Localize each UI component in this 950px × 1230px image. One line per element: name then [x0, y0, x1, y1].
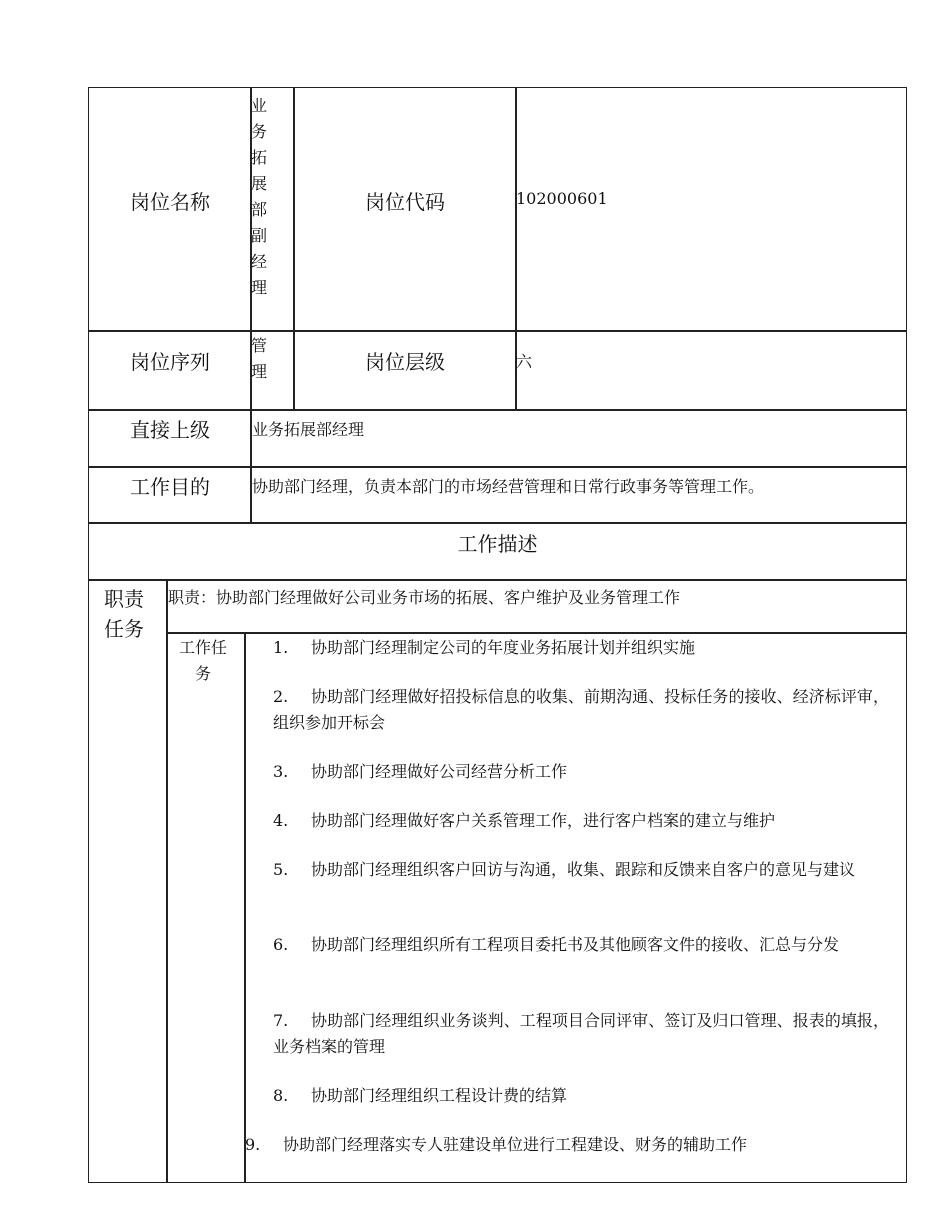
- position-level-value: 六: [516, 352, 533, 371]
- task-item: 4. 协助部门经理做好客户关系管理工作，进行客户档案的建立与维护: [273, 811, 776, 830]
- position-name-value: 业务拓展部副经理: [251, 96, 268, 297]
- task-item: 3. 协助部门经理做好公司经营分析工作: [273, 762, 568, 781]
- task-item: 1. 协助部门经理制定公司的年度业务拓展计划并组织实施: [273, 638, 696, 657]
- row-divider: [88, 409, 907, 411]
- task-item: 9. 协助部门经理落实专人驻建设单位进行工程建设、财务的辅助工作: [245, 1135, 748, 1154]
- position-code-value: 102000601: [516, 189, 608, 208]
- position-level-label: 岗位层级: [365, 350, 445, 374]
- position-series-label: 岗位序列: [130, 350, 210, 374]
- position-name-label: 岗位名称: [130, 190, 210, 214]
- column-divider: [166, 579, 168, 1183]
- purpose-label: 工作目的: [130, 475, 210, 499]
- row-divider: [88, 466, 907, 468]
- position-code-label: 岗位代码: [365, 190, 445, 214]
- task-item: 5. 协助部门经理组织客户回访与沟通，收集、跟踪和反馈来自客户的意见与建议: [273, 860, 856, 879]
- row-divider: [166, 632, 907, 634]
- duty-label: 职责任务: [104, 587, 144, 641]
- column-divider: [244, 632, 246, 1183]
- position-series-value: 管理: [251, 336, 268, 381]
- row-divider: [88, 579, 907, 581]
- supervisor-label: 直接上级: [130, 418, 210, 442]
- task-item: 7. 协助部门经理组织业务谈判、工程项目合同评审、签订及归口管理、报表的填报，业务档案的管理: [273, 1011, 889, 1056]
- row-divider: [88, 330, 907, 332]
- task-item: 2. 协助部门经理做好招投标信息的收集、前期沟通、投标任务的接收、经济标评审，组织参加开标会: [273, 687, 889, 732]
- supervisor-value: 业务拓展部经理: [252, 420, 365, 439]
- task-label: 工作任务: [178, 638, 227, 683]
- task-item: 6. 协助部门经理组织所有工程项目委托书及其他顾客文件的接收、汇总与分发: [273, 935, 840, 954]
- task-item: 8. 协助部门经理组织工程设计费的结算: [273, 1086, 568, 1105]
- row-divider: [88, 522, 907, 524]
- description-title: 工作描述: [457, 532, 538, 556]
- purpose-value: 协助部门经理，负责本部门的市场经营管理和日常行政事务等管理工作。: [252, 477, 765, 496]
- duty-text: 职责：协助部门经理做好公司业务市场的拓展、客户维护及业务管理工作: [168, 588, 681, 607]
